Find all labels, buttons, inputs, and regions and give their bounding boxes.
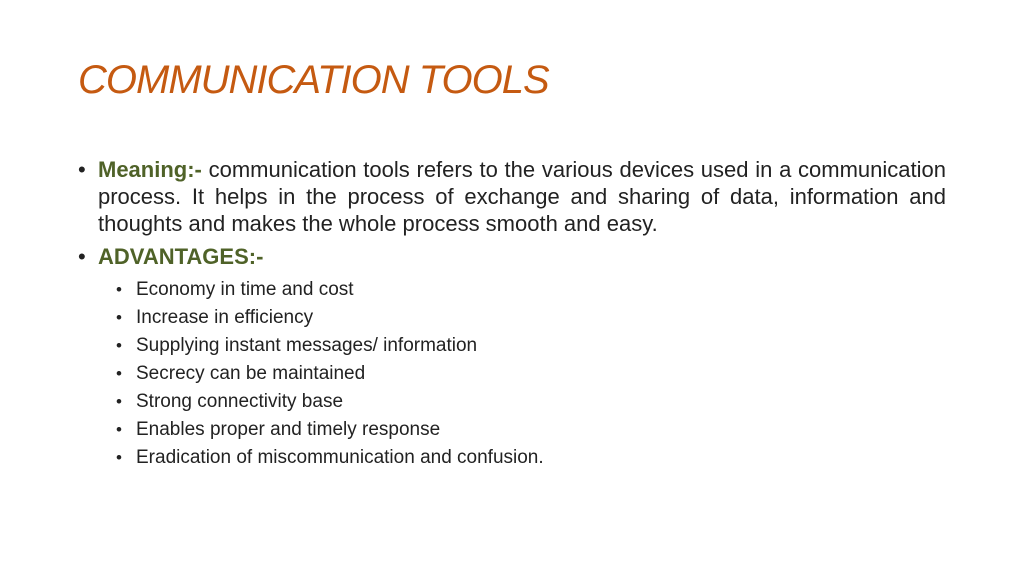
advantage-text: Strong connectivity base xyxy=(136,391,344,412)
advantages-heading xyxy=(78,243,946,270)
list-item xyxy=(116,416,946,444)
bullet-icon: • xyxy=(116,448,122,467)
bullet-icon: • xyxy=(116,392,122,411)
advantage-text: Enables proper and timely response xyxy=(136,419,441,440)
list-item xyxy=(116,276,946,304)
bullet-icon: • xyxy=(116,364,122,383)
advantage-text: Supplying instant messages/ information xyxy=(136,335,478,356)
meaning-label: Meaning:- xyxy=(98,157,202,182)
list-item xyxy=(116,360,946,388)
bullet-icon: • xyxy=(116,280,122,299)
bullet-icon: • xyxy=(116,308,122,327)
list-item xyxy=(116,388,946,416)
meaning-paragraph xyxy=(78,156,946,237)
meaning-text: communication tools refers to the various devices used in a communication process. It helps in the process of exchange and sharing of data, information and thoughts and makes the whole process smooth and easy. xyxy=(98,157,946,236)
bullet-icon: • xyxy=(116,420,122,439)
advantage-text: Economy in time and cost xyxy=(136,279,354,300)
advantage-text: Increase in efficiency xyxy=(136,307,314,328)
bullet-icon: • xyxy=(78,157,86,182)
slide-body xyxy=(78,156,946,472)
advantages-list xyxy=(78,276,946,472)
list-item xyxy=(116,332,946,360)
list-item xyxy=(116,444,946,472)
bullet-icon: • xyxy=(116,336,122,355)
slide-title: COMMUNICATION TOOLS xyxy=(78,58,549,102)
bullet-icon: • xyxy=(78,244,86,269)
advantage-text: Eradication of miscommunication and confusion. xyxy=(136,447,544,468)
list-item xyxy=(116,304,946,332)
advantages-label: ADVANTAGES:- xyxy=(98,244,264,269)
advantage-text: Secrecy can be maintained xyxy=(136,363,366,384)
